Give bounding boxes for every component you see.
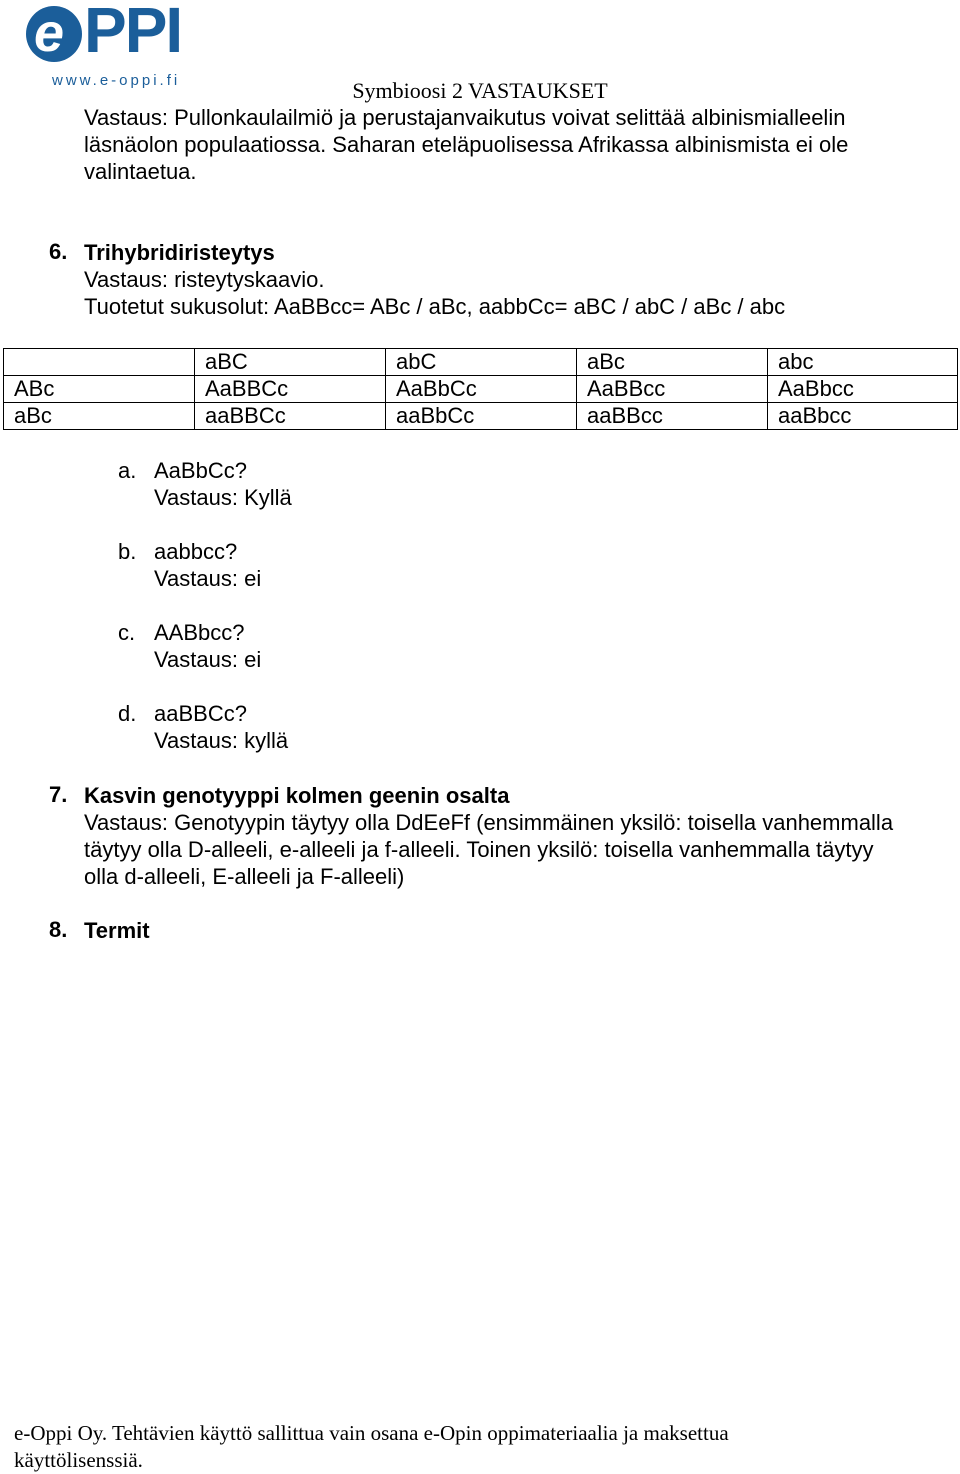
section-7-number: 7.: [49, 782, 68, 807]
footer-line-2: käyttölisenssiä.: [14, 1448, 143, 1472]
section-6-number: 6.: [49, 239, 68, 264]
table-cell: AaBbCc: [386, 376, 577, 403]
logo-mark: [26, 3, 82, 63]
section-6-title: Trihybridiristeytys: [84, 240, 275, 265]
table-cell: AaBbcc: [768, 376, 958, 403]
table-cell: abc: [768, 349, 958, 376]
section-6-gametes: Tuotetut sukusolut: AaBBcc= ABc / aBc, aabbCc= aBC / abC / aBc / abc: [84, 294, 786, 319]
table-row: [4, 403, 958, 430]
section-8-number: 8.: [49, 917, 68, 942]
table-cell: aBC: [195, 349, 386, 376]
section-6-answer: Vastaus: risteytyskaavio.: [84, 267, 325, 292]
footer-line-1: e-Oppi Oy. Tehtävien käyttö sallittua vain osana e-Opin oppimateriaalia ja maksettua: [14, 1421, 729, 1445]
question-a-answer: Vastaus: Kyllä: [154, 485, 292, 510]
question-c-text: AABbcc?: [154, 620, 245, 645]
question-d-answer: Vastaus: kyllä: [154, 728, 289, 753]
question-a-letter: a.: [118, 458, 137, 483]
section-7-line-2: täytyy olla D-alleeli, e-alleeli ja f-alleeli. Toinen yksilö: toisella vanhemmalla täytyy: [84, 837, 874, 862]
footer: [14, 1420, 954, 1474]
question-a-text: AaBbCc?: [154, 458, 247, 483]
question-c-letter: c.: [118, 620, 136, 645]
question-b-answer: Vastaus: ei: [154, 566, 262, 591]
table-cell: aaBBCc: [195, 403, 386, 430]
intro-line-1: Vastaus: Pullonkaulailmiö ja perustajanvaikutus voivat selittää albinismialleelin: [84, 105, 846, 130]
oppi-wordmark-icon: [84, 0, 234, 62]
section-8-title: Termit: [84, 918, 150, 943]
table-cell: [4, 349, 195, 376]
section-7-title: Kasvin genotyyppi kolmen geenin osalta: [84, 783, 510, 808]
table-cell: aaBbcc: [768, 403, 958, 430]
question-c-answer: Vastaus: ei: [154, 647, 262, 672]
section-7-line-1: Vastaus: Genotyypin täytyy olla DdEeFf (ensimmäinen yksilö: toisella vanhemmalla: [84, 810, 894, 835]
table-row: [4, 376, 958, 403]
table-cell: aBc: [577, 349, 768, 376]
logo-mark-letter: e: [34, 3, 65, 63]
intro-line-2: läsnäolon populaatiossa. Saharan eteläpuolisessa Afrikassa albinismista ei ole: [84, 132, 849, 157]
table-cell: aBc: [4, 403, 195, 430]
table-header-row: [4, 349, 958, 376]
document-header: Symbioosi 2 VASTAUKSET: [352, 78, 608, 103]
svg-text:PPI: PPI: [84, 0, 182, 62]
table-cell: aaBBcc: [577, 403, 768, 430]
intro-line-3: valintaetua.: [84, 159, 197, 184]
logo-url: www.e-oppi.fi: [52, 72, 181, 89]
table-cell: ABc: [4, 376, 195, 403]
punnett-table: [3, 348, 958, 430]
question-d-text: aaBBCc?: [154, 701, 247, 726]
question-b-letter: b.: [118, 539, 137, 564]
logo-brand: [84, 0, 234, 77]
question-b-text: aabbcc?: [154, 539, 238, 564]
table-cell: aaBbCc: [386, 403, 577, 430]
table-cell: AaBBcc: [577, 376, 768, 403]
section-7-line-3: olla d-alleeli, E-alleeli ja F-alleeli): [84, 864, 405, 889]
table-cell: AaBBCc: [195, 376, 386, 403]
question-d-letter: d.: [118, 701, 137, 726]
table-cell: abC: [386, 349, 577, 376]
